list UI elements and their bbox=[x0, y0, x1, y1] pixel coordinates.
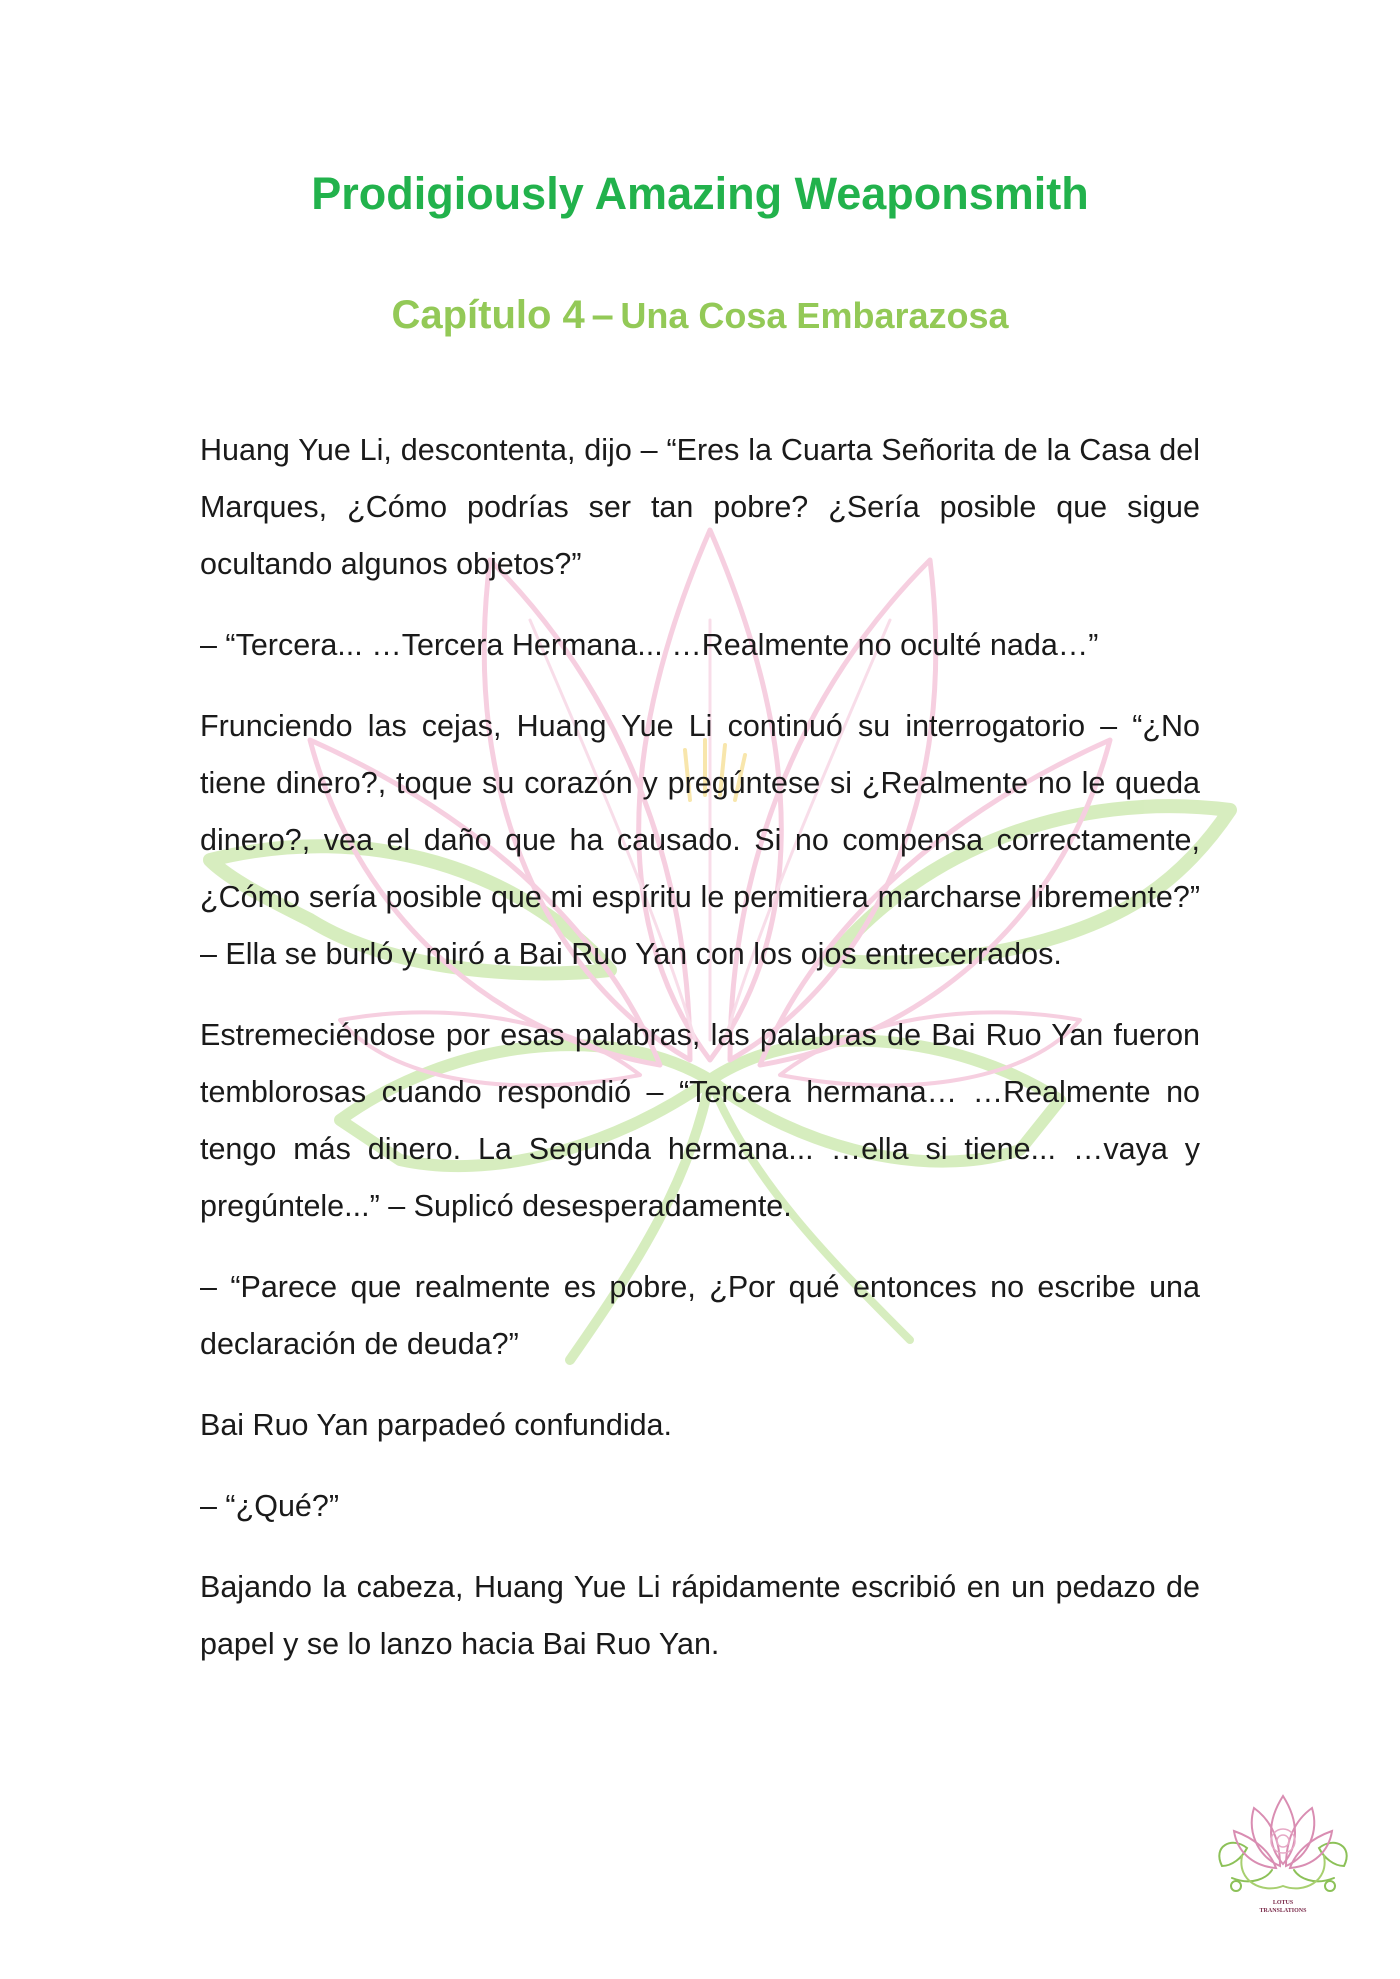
paragraph: Huang Yue Li, descontenta, dijo – “Eres la Cuarta Señorita de la Casa del Marques, ¿Cómo podrías ser tan pobre? ¿Sería posible que sigue ocultando algunos objetos?” bbox=[200, 433, 1200, 581]
document-title: Prodigiously Amazing Weaponsmith bbox=[311, 168, 1089, 219]
chapter-label: Capítulo 4 bbox=[391, 293, 585, 337]
paragraph: – “Tercera... …Tercera Hermana... …Realmente no oculté nada…” bbox=[200, 628, 1099, 662]
logo-text-line2: TRANSLATIONS bbox=[1259, 1908, 1307, 1914]
paragraph: – “¿Qué?” bbox=[200, 1489, 339, 1523]
paragraph: Bajando la cabeza, Huang Yue Li rápidamente escribió en un pedazo de papel y se lo lanzo hacia Bai Ruo Yan. bbox=[200, 1570, 1200, 1661]
chapter-body bbox=[200, 422, 1200, 1697]
chapter-name: Una Cosa Embarazosa bbox=[620, 295, 1009, 336]
paragraph: – “Parece que realmente es pobre, ¿Por qué entonces no escribe una declaración de deuda?” bbox=[200, 1270, 1200, 1361]
chapter-dash: – bbox=[591, 293, 614, 337]
paragraph: Estremeciéndose por esas palabras, las palabras de Bai Ruo Yan fueron temblorosas cuando respondió – “Tercera hermana… …Realmente no tengo más dinero. La Segunda hermana... …ella si tiene... …vaya y pregúntele...” – Suplicó desesperadamente. bbox=[200, 1018, 1200, 1223]
paragraph: Bai Ruo Yan parpadeó confundida. bbox=[200, 1408, 672, 1442]
lotus-logo-icon bbox=[1212, 1786, 1354, 1916]
chapter-heading bbox=[0, 293, 1400, 338]
logo-text-line1: LOTUS bbox=[1272, 1900, 1294, 1906]
paragraph: Frunciendo las cejas, Huang Yue Li continuó su interrogatorio – “¿No tiene dinero?, toque su corazón y pregúntese si ¿Realmente no le queda dinero?, vea el daño que ha causado. Si no compensa correctamente, ¿Cómo sería posible que mi espíritu le permitiera marcharse libremente?” – Ella se burló y miró a Bai Ruo Yan con los ojos entrecerrados. bbox=[200, 709, 1200, 971]
